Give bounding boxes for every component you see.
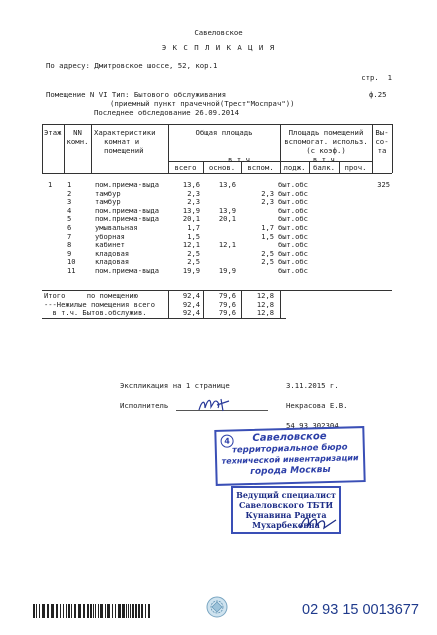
room-subline: (приемный пункт прачечной(Трест"Моспрач")): [110, 99, 295, 108]
executor-label: Исполнитель: [120, 401, 169, 410]
cell-nn: 1: [67, 180, 72, 189]
cell-mark: быт.обс: [278, 188, 308, 198]
cell-name: пом.приема-выда: [95, 205, 160, 215]
floor-letter: ф.25: [369, 90, 387, 99]
cell-aux: 2,5: [261, 248, 274, 258]
header-loggia: лодж.: [283, 163, 306, 172]
cell-total: 2,5: [187, 257, 200, 267]
cell-total: 2,5: [187, 248, 200, 258]
cell-total: 1,5: [187, 231, 200, 241]
cell-total: 12,1: [182, 240, 200, 250]
cell-mark: быт.обс: [278, 180, 308, 189]
cell-nn: 9: [67, 248, 72, 258]
cell-nn: 7: [67, 231, 72, 241]
document-number: 02 93 15 0013677: [302, 602, 419, 618]
signatory-line4: Мухарбековна: [252, 520, 320, 530]
header-aux-area-3: (с коэф.): [306, 146, 346, 155]
cell-total: 20,1: [182, 214, 200, 224]
header-height-3: та: [377, 146, 387, 155]
cell-name: кабинет: [95, 240, 125, 250]
stamp-number: 4: [220, 434, 233, 447]
cell-nn: 2: [67, 188, 72, 198]
cell-main: 19,9: [218, 266, 236, 275]
totals-aux: 12,8: [256, 308, 274, 318]
cell-main: 20,1: [218, 214, 236, 224]
cell-main: 13,6: [218, 180, 236, 189]
cell-mark: быт.обс: [278, 205, 308, 215]
header-incl-2: в т.ч.: [312, 155, 340, 164]
document-title: Э К С П Л И К А Ц И Я: [161, 43, 276, 52]
cell-aux: 2,5: [261, 257, 274, 267]
stamp-bureau-line2: территориальное бюро: [231, 442, 348, 456]
cell-total: 19,9: [182, 266, 200, 275]
totals-main: 79,6: [218, 291, 236, 300]
cell-mark: быт.обс: [278, 231, 308, 241]
cell-nn: 4: [67, 205, 72, 215]
cell-name: тамбур: [95, 197, 121, 207]
totals-label: ---Нежилые помещения всего: [44, 299, 156, 309]
address-line: По адресу: Дмитровское шоссе, 52, кор.1: [46, 61, 218, 70]
cell-main: 12,1: [218, 240, 236, 250]
header-balcony: балк.: [313, 163, 335, 172]
stamp-bureau-line4: города Москвы: [250, 464, 331, 478]
signatory-signature: [296, 512, 340, 534]
signatory-line1: Ведущий специалист: [236, 490, 336, 500]
pages-note: Экспликация на 1 странице: [120, 381, 230, 390]
totals-total: 92,4: [182, 299, 200, 309]
cell-mark: быт.обс: [278, 197, 308, 207]
cell-mark: быт.обс: [278, 266, 308, 275]
totals-row: [42, 309, 392, 318]
cell-total: 2,3: [187, 197, 200, 207]
cell-name: умывальная: [95, 223, 138, 232]
executor-signature: [196, 396, 234, 414]
signatory-line3: Кунавина Ранета: [245, 510, 327, 520]
cell-floor: 1: [48, 180, 53, 189]
room-line: Помещение N VI Тип: Бытового обслуживания: [46, 90, 227, 99]
cell-aux: 2,3: [261, 197, 274, 207]
header-characteristics: Характеристики: [94, 128, 156, 137]
header-characteristics-2: комнат и: [104, 137, 140, 146]
totals-main: 79,6: [218, 308, 236, 318]
document-date: 3.11.2015 г.: [286, 381, 339, 390]
executor-name: Некрасова Е.В.: [286, 401, 348, 410]
header-incl: в т.ч.: [228, 155, 255, 164]
totals-total: 92,4: [182, 291, 200, 300]
cell-mark: быт.обс: [278, 214, 308, 224]
header-all: всего: [174, 163, 197, 172]
cell-name: кладовая: [95, 257, 130, 267]
cell-total: 2,3: [187, 188, 200, 198]
signatory-line2: Савеловского ТБТИ: [238, 500, 334, 510]
totals-label: Итого по помещению: [44, 291, 138, 300]
cell-mark: быт.обс: [278, 240, 308, 250]
cell-name: тамбур: [95, 188, 121, 198]
cell-name: пом.приема-выда: [95, 180, 160, 189]
cell-nn: 11: [67, 266, 76, 275]
table-row: [42, 267, 392, 276]
last-survey-line: Последнее обследование 26.09.2014: [94, 108, 239, 117]
cell-name: пом.приема-выда: [95, 214, 160, 224]
header-characteristics-3: помещений: [104, 146, 144, 155]
cell-name: кладовая: [95, 248, 130, 258]
cell-nn: 5: [67, 214, 72, 224]
cell-nn: 10: [67, 257, 76, 267]
cell-total: 13,9: [182, 205, 200, 215]
cell-total: 1,7: [187, 223, 200, 232]
cell-nn: 3: [67, 197, 72, 207]
header-aux-area: Площадь помещений: [288, 128, 364, 137]
cell-aux: 2,3: [261, 188, 274, 198]
header-aux: вспом.: [247, 163, 274, 172]
cell-mark: быт.обс: [278, 248, 308, 258]
bureau-stamp: [214, 426, 365, 486]
stamp-bureau-line3: технической инвентаризации: [221, 453, 359, 466]
cell-main: 13,9: [218, 205, 236, 215]
header-floor: Этаж: [44, 128, 62, 137]
header-height: Вы-: [375, 128, 389, 137]
totals-main: 79,6: [218, 299, 236, 309]
totals-aux: 12,8: [256, 299, 274, 309]
district-name: Савеловское: [194, 28, 243, 37]
header-total-area: Общая площадь: [195, 128, 253, 137]
header-nn-rooms: комн.: [66, 137, 89, 146]
totals-aux: 12,8: [256, 291, 274, 300]
totals-label: в т.ч. Бытов.обслужив.: [44, 308, 147, 318]
totals-total: 92,4: [182, 308, 200, 318]
cell-nn: 8: [67, 240, 72, 250]
cell-mark: быт.обс: [278, 223, 308, 232]
header-aux-area-2: вспомогат. использ.: [284, 137, 368, 146]
cell-aux: 1,7: [261, 223, 274, 232]
cell-nn: 6: [67, 223, 72, 232]
barcode: [33, 604, 151, 618]
page-number: стр. 1: [361, 73, 392, 82]
header-other: проч.: [344, 163, 367, 172]
header-height-2: со-: [375, 137, 389, 146]
header-main: основ.: [208, 163, 236, 172]
cell-name: пом.приема-выда: [95, 266, 160, 275]
cell-name: уборная: [95, 231, 125, 241]
stamp-bureau-line1: Савеловское: [252, 431, 327, 444]
cell-mark: быт.обс: [278, 257, 308, 267]
hologram-seal-icon: [205, 594, 229, 620]
cell-total: 13,6: [182, 180, 200, 189]
code-line: 54 93 302304: [286, 421, 339, 430]
header-nn: NN: [73, 128, 82, 137]
cell-aux: 1,5: [261, 231, 274, 241]
cell-height: 325: [377, 180, 390, 189]
